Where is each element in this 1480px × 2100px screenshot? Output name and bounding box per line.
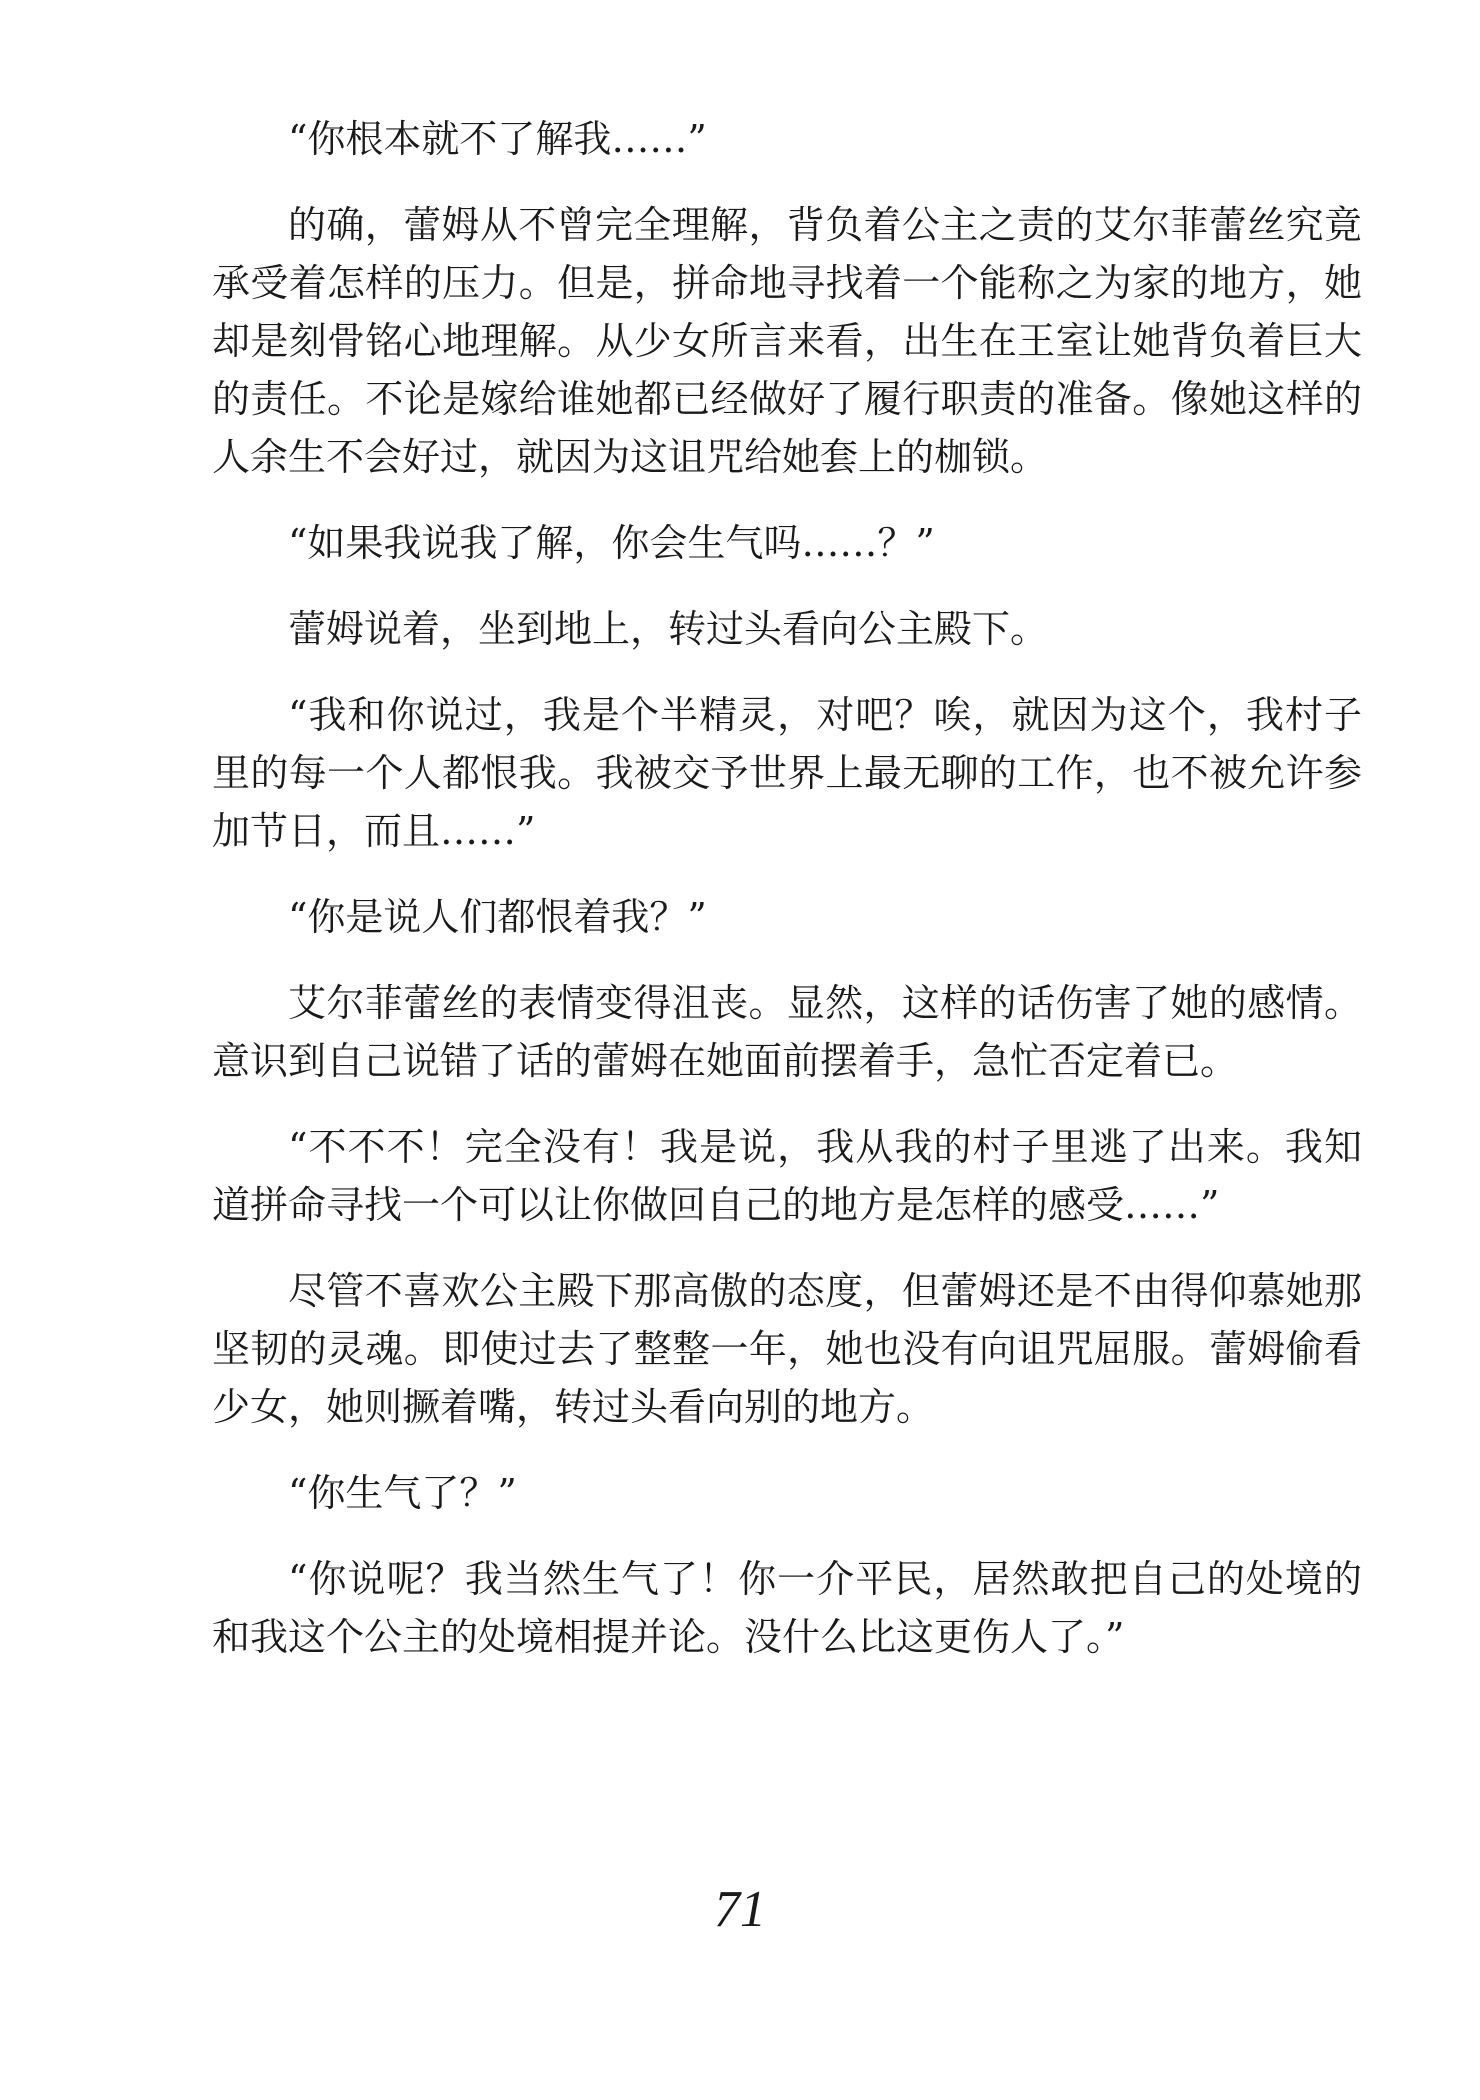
page-number: 71 [714, 1881, 766, 1938]
paragraph-7: 艾尔菲蕾丝的表情变得沮丧。显然，这样的话伤害了她的感情。意识到自己说错了话的蕾姆在她面前摆着手，急忙否定着已。 [212, 981, 1362, 1083]
paragraph-11: “你说呢？我当然生气了！你一介平民，居然敢把自己的处境的和我这个公主的处境相提并论。没什么比这更伤人了。” [212, 1557, 1362, 1659]
paragraph-10: “你生气了？” [288, 1471, 517, 1515]
paragraph-6: “你是说人们都恨着我？” [288, 895, 707, 939]
paragraph-2: 的确，蕾姆从不曾完全理解，背负着公主之责的艾尔菲蕾丝究竟承受着怎样的压力。但是，拼命地寻找着一个能称之为家的地方，她却是刻骨铭心地理解。从少女所言来看，出生在王室让她背负着巨大的责任。不论是嫁给谁她都已经做好了履行职责的准备。像她这样的人余生不会好过，就因为这诅咒给她套上的枷锁。 [212, 203, 1362, 479]
paragraph-5: “我和你说过，我是个半精灵，对吧？唉，就因为这个，我村子里的每一个人都恨我。我被交予世界上最无聊的工作，也不被允许参加节日，而且……” [212, 693, 1362, 853]
paragraph-9: 尽管不喜欢公主殿下那高傲的态度，但蕾姆还是不由得仰慕她那坚韧的灵魂。即使过去了整整一年，她也没有向诅咒屈服。蕾姆偷看少女，她则撅着嘴，转过头看向别的地方。 [212, 1269, 1362, 1429]
paragraph-3: “如果我说我了解，你会生气吗……？” [288, 521, 935, 565]
paragraph-4: 蕾姆说着，坐到地上，转过头看向公主殿下。 [288, 607, 1049, 651]
paragraph-8: “不不不！完全没有！我是说，我从我的村子里逃了出来。我知道拼命寻找一个可以让你做回自己的地方是怎样的感受……” [212, 1125, 1362, 1227]
body-text [212, 110, 1362, 1694]
paragraph-1: “你根本就不了解我……” [288, 117, 707, 161]
